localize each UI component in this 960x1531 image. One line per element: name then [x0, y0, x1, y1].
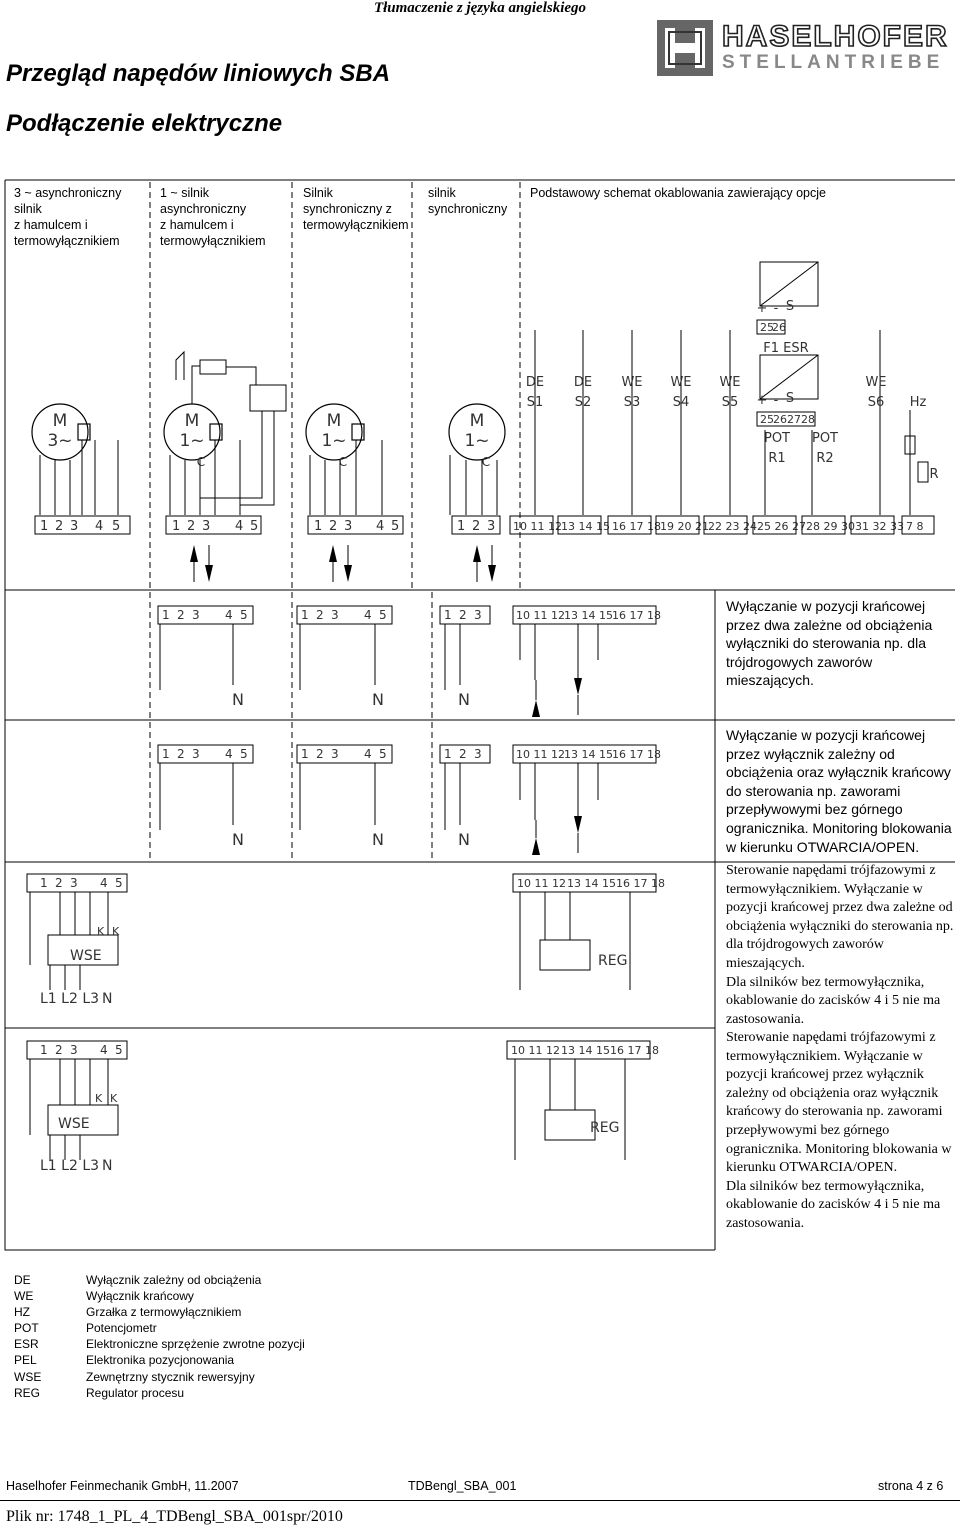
translation-note: Tłumaczenie z języka angielskiego [373, 0, 587, 16]
svg-text:3: 3 [70, 1043, 78, 1057]
svg-text:25: 25 [760, 321, 774, 334]
legend-item: PEL Elektronika pozycjonowania [14, 1353, 235, 1368]
svg-text:M: M [326, 411, 342, 431]
svg-text:2: 2 [459, 608, 467, 622]
svg-text:S2: S2 [574, 395, 592, 410]
svg-text:3: 3 [192, 608, 200, 622]
footer-page-number: strona 4 z 6 [878, 1479, 944, 1493]
svg-text:N: N [372, 830, 384, 849]
svg-text:5: 5 [115, 876, 123, 890]
svg-text:26: 26 [773, 413, 787, 426]
column-header-5: Podstawowy schemat okablowania zawierający opcje [530, 186, 826, 200]
svg-text:L1 L2 L3: L1 L2 L3 [40, 1158, 100, 1174]
svg-text:3: 3 [192, 747, 200, 761]
svg-text:5: 5 [112, 519, 121, 534]
legend-item: WSE Zewnętrzny stycznik rewersyjny [14, 1369, 255, 1384]
svg-text:4: 4 [225, 747, 233, 761]
svg-text:10 11 12: 10 11 12 [517, 877, 566, 890]
svg-text:1: 1 [301, 747, 309, 761]
svg-text:16 17 18: 16 17 18 [612, 748, 661, 761]
svg-text:16 17 18: 16 17 18 [612, 609, 661, 622]
svg-text:S1: S1 [526, 395, 544, 410]
svg-text:5: 5 [391, 519, 400, 534]
svg-text:31 32 33: 31 32 33 [855, 520, 904, 533]
svg-text:WE: WE [621, 375, 643, 390]
legend-item: WE Wyłącznik krańcowy [14, 1289, 194, 1304]
svg-text:R1: R1 [768, 451, 786, 466]
svg-text:5: 5 [240, 747, 248, 761]
svg-text:2: 2 [187, 519, 196, 534]
svg-text:POT: POT [811, 431, 839, 446]
svg-text:26: 26 [772, 321, 786, 334]
svg-text:3: 3 [487, 519, 496, 534]
svg-text:N: N [102, 1158, 113, 1174]
svg-text:POT: POT [763, 431, 791, 446]
row-4-description: Sterowanie napędami trójfazowymi z termowyłącznikiem. Wyłączanie w pozycji krańcowej przez wyłącznik zależny od obciążenia oraz wyłącznik krańcowy do sterowania np. zaworami przepływowymi bez górnego ogranicznika. Monitoring blokowania w kierunku OTWARCIA/OPEN. Dla silników bez termowyłącznika, okablowanie do zacisków 4 i 5 nie ma zastosowania. [726, 1030, 952, 1231]
svg-text:R2: R2 [816, 451, 834, 466]
column-header-1: 3 ~ asynchroniczny silnik z hamulcem i termowyłącznikiem [14, 186, 122, 248]
svg-text:16 17 18: 16 17 18 [612, 520, 661, 533]
svg-text:10 11 12: 10 11 12 [513, 520, 562, 533]
svg-text:7 8: 7 8 [906, 520, 924, 533]
svg-text:3: 3 [331, 608, 339, 622]
svg-text:28: 28 [801, 413, 815, 426]
svg-text:2: 2 [55, 876, 63, 890]
svg-text:M: M [469, 411, 485, 431]
file-name: Plik nr: 1748_1_PL_4_TDBengl_SBA_001spr/2010 [6, 1508, 343, 1525]
column-header-2: 1 ~ silnik asynchroniczny z hamulcem i termowyłącznikiem [160, 186, 266, 248]
terminal-strip-2 [172, 519, 258, 534]
svg-text:2: 2 [329, 519, 338, 534]
section-title: Podłączenie elektryczne [6, 110, 283, 137]
svg-text:S: S [785, 391, 795, 406]
svg-text:13 14 15: 13 14 15 [564, 609, 613, 622]
svg-text:3~: 3~ [47, 431, 73, 451]
svg-text:3: 3 [202, 519, 211, 534]
svg-text:S6: S6 [867, 395, 885, 410]
svg-text:N: N [232, 830, 244, 849]
svg-text:S5: S5 [721, 395, 739, 410]
svg-text:1~: 1~ [179, 431, 205, 451]
svg-text:2: 2 [316, 747, 324, 761]
svg-text:10 11 12: 10 11 12 [516, 609, 565, 622]
svg-text:S4: S4 [672, 395, 690, 410]
abbreviation-legend [14, 1272, 305, 1401]
svg-text:13 14 15: 13 14 15 [561, 1044, 610, 1057]
svg-text:WSE: WSE [58, 1116, 90, 1132]
svg-text:2: 2 [459, 747, 467, 761]
logo-subtitle: STELLANTRIEBE [722, 52, 945, 73]
svg-text:K: K [97, 925, 105, 938]
svg-text:2: 2 [177, 747, 185, 761]
svg-text:N: N [458, 690, 470, 709]
svg-text:1: 1 [314, 519, 323, 534]
svg-text:N: N [232, 690, 244, 709]
legend-item: ESR Elektroniczne sprzężenie zwrotne pozycji [14, 1337, 305, 1352]
svg-text:5: 5 [379, 608, 387, 622]
svg-text:1: 1 [40, 519, 49, 534]
svg-text:WE: WE [719, 375, 741, 390]
svg-text:K: K [95, 1092, 103, 1105]
svg-text:2: 2 [55, 1043, 63, 1057]
svg-text:4: 4 [225, 608, 233, 622]
svg-text:WE: WE [670, 375, 692, 390]
row-1-description: Wyłączanie w pozycji krańcowej przez dwa zależne od obciążenia wyłączniki do sterowania np. dla trójdrogowych zaworów mieszających. [726, 598, 933, 689]
svg-text:Hz: Hz [909, 395, 927, 410]
svg-text:16 17 18: 16 17 18 [616, 877, 665, 890]
svg-text:F1 ESR: F1 ESR [763, 341, 809, 356]
svg-text:S: S [785, 299, 795, 314]
svg-text:1: 1 [40, 1043, 48, 1057]
terminal-strip-3 [314, 519, 399, 534]
svg-text:1: 1 [162, 747, 170, 761]
terminal-strip-1 [40, 519, 120, 534]
svg-text:N: N [372, 690, 384, 709]
svg-text:WE: WE [865, 375, 887, 390]
svg-text:K: K [110, 1092, 118, 1105]
svg-text:5: 5 [379, 747, 387, 761]
column-header-4: silnik synchroniczny [428, 186, 508, 216]
svg-text:13 14 15: 13 14 15 [561, 520, 610, 533]
svg-text:5: 5 [115, 1043, 123, 1057]
svg-text:4: 4 [100, 1043, 108, 1057]
svg-text:N: N [102, 991, 113, 1007]
svg-text:R: R [929, 467, 939, 482]
svg-text:REG: REG [598, 953, 628, 969]
svg-text:3: 3 [70, 519, 79, 534]
svg-text:1: 1 [457, 519, 466, 534]
column-header-3: Silnik synchroniczny z termowyłącznikiem [303, 186, 409, 232]
svg-text:+: + [756, 301, 768, 316]
svg-text:3: 3 [474, 608, 482, 622]
svg-text:19 20 21: 19 20 21 [660, 520, 709, 533]
svg-text:1: 1 [301, 608, 309, 622]
svg-text:2: 2 [316, 608, 324, 622]
svg-text:N: N [458, 830, 470, 849]
legend-item: DE Wyłącznik zależny od obciążenia [14, 1273, 262, 1287]
svg-text:WSE: WSE [70, 948, 102, 964]
svg-text:+: + [756, 393, 768, 408]
svg-text:27: 27 [787, 413, 801, 426]
footer-document-id: TDBengl_SBA_001 [408, 1479, 517, 1493]
svg-text:-: - [773, 393, 779, 408]
svg-text:16 17 18: 16 17 18 [610, 1044, 659, 1057]
svg-text:25 26 27: 25 26 27 [757, 520, 806, 533]
svg-text:K: K [112, 925, 120, 938]
svg-text:4: 4 [95, 519, 104, 534]
svg-text:1: 1 [40, 876, 48, 890]
svg-text:4: 4 [100, 876, 108, 890]
svg-text:4: 4 [364, 747, 372, 761]
svg-text:1: 1 [444, 608, 452, 622]
svg-text:25: 25 [760, 413, 774, 426]
svg-text:4: 4 [364, 608, 372, 622]
svg-text:1: 1 [162, 608, 170, 622]
svg-text:5: 5 [250, 519, 259, 534]
svg-text:L1 L2 L3: L1 L2 L3 [40, 991, 100, 1007]
footer-company: Haselhofer Feinmechanik GmbH, 11.2007 [6, 1479, 239, 1493]
svg-text:1: 1 [444, 747, 452, 761]
svg-text:1: 1 [172, 519, 181, 534]
svg-text:10 11 12: 10 11 12 [516, 748, 565, 761]
svg-text:-: - [773, 301, 779, 316]
svg-text:22 23 24: 22 23 24 [708, 520, 757, 533]
row-3-description: Sterowanie napędami trójfazowymi z termowyłącznikiem. Wyłączanie w pozycji krańcowej przez dwa zależne od obciążenia wyłączniki do sterowania np. dla trójdrogowych zaworów mieszających. Dla silników bez termowyłącznika, okablowanie do zacisków 4 i 5 nie ma zastosowania. [726, 863, 954, 1027]
svg-text:4: 4 [376, 519, 385, 534]
page-title: Przegląd napędów liniowych SBA [6, 60, 391, 87]
svg-text:M: M [52, 411, 68, 431]
svg-text:2: 2 [472, 519, 481, 534]
svg-text:M: M [184, 411, 200, 431]
svg-text:1~: 1~ [321, 431, 347, 451]
svg-text:10 11 12: 10 11 12 [511, 1044, 560, 1057]
svg-text:5: 5 [240, 608, 248, 622]
legend-item: POT Potencjometr [14, 1321, 157, 1336]
svg-text:3: 3 [70, 876, 78, 890]
svg-text:2: 2 [177, 608, 185, 622]
legend-item: REG Regulator procesu [14, 1385, 185, 1400]
svg-text:13 14 15: 13 14 15 [567, 877, 616, 890]
legend-item: HZ Grzałka z termowyłącznikiem [14, 1305, 242, 1320]
logo-name: HASELHOFER [722, 20, 949, 53]
svg-text:28 29 30: 28 29 30 [806, 520, 855, 533]
svg-text:2: 2 [55, 519, 64, 534]
svg-text:DE: DE [525, 375, 545, 390]
terminal-strip-4 [457, 519, 924, 534]
svg-text:REG: REG [590, 1120, 620, 1136]
svg-text:C: C [196, 455, 206, 469]
svg-text:C: C [338, 455, 348, 469]
svg-text:3: 3 [344, 519, 353, 534]
footer-divider [0, 1500, 960, 1501]
svg-text:DE: DE [573, 375, 593, 390]
svg-text:1~: 1~ [464, 431, 490, 451]
svg-text:13 14 15: 13 14 15 [564, 748, 613, 761]
svg-text:4: 4 [235, 519, 244, 534]
svg-text:C: C [481, 455, 491, 469]
svg-text:S3: S3 [623, 395, 641, 410]
row-2-description: Wyłączanie w pozycji krańcowej przez wyłącznik zależny od obciążenia oraz wyłącznik krańcowy do sterowania np. zaworami przepływowymi bez górnego ogranicznika. Monitoring blokowania w kierunku OTWARCIA/OPEN. [726, 727, 952, 855]
svg-text:3: 3 [331, 747, 339, 761]
svg-text:3: 3 [474, 747, 482, 761]
